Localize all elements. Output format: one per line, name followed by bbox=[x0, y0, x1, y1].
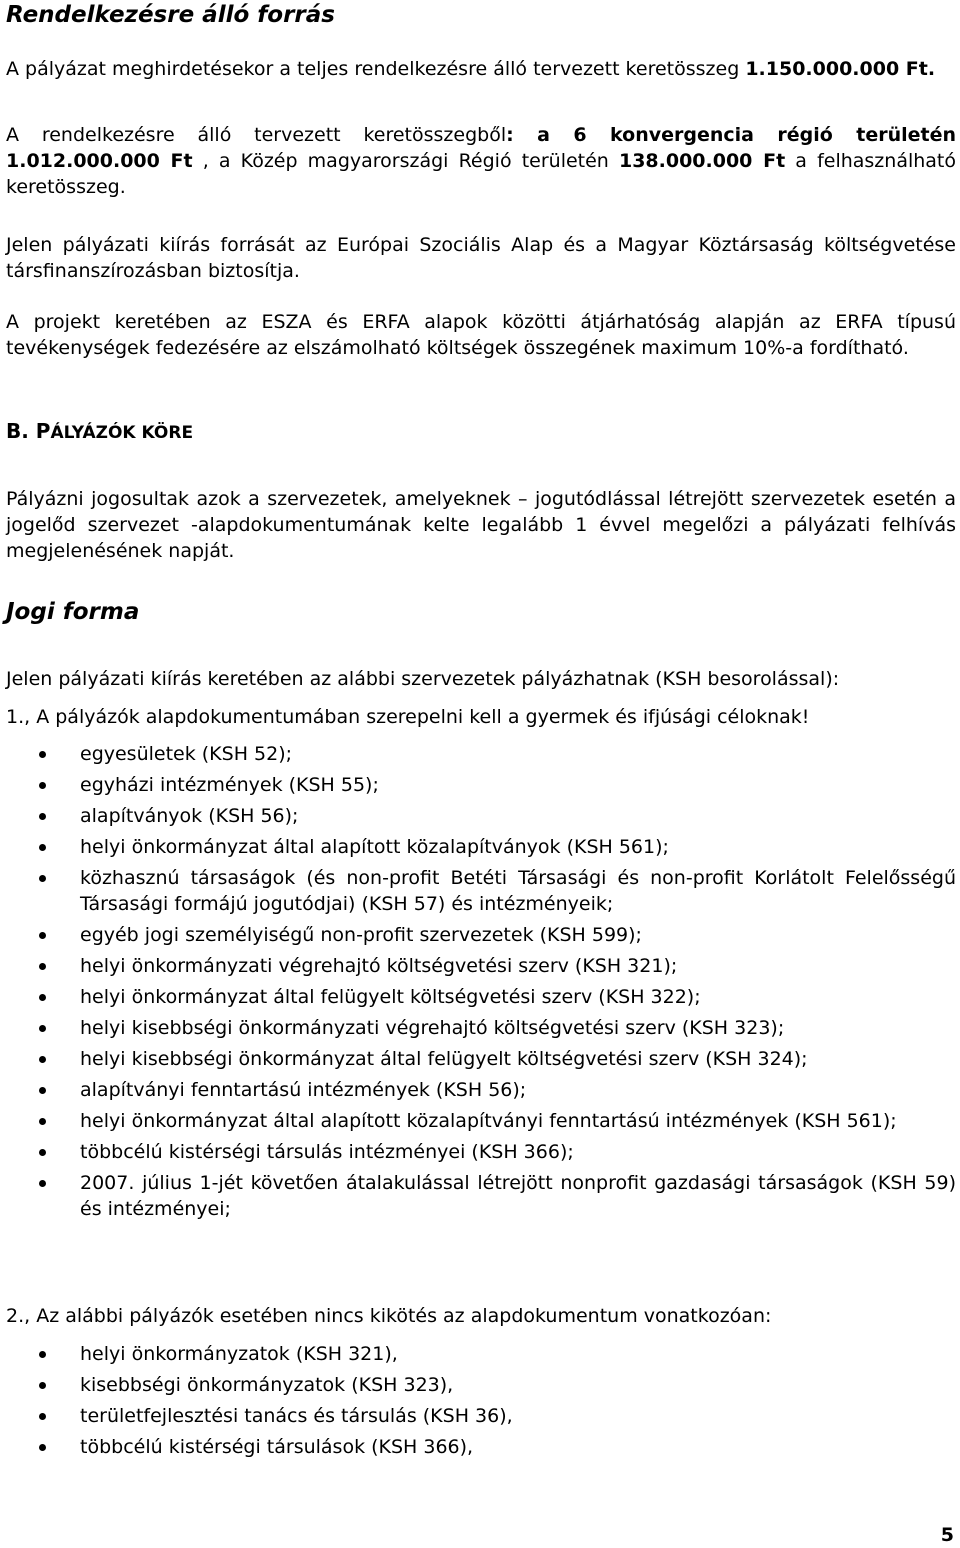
group2-title: 2., Az alábbi pályázók esetében nincs kikötés az alapdokumentum vonatkozóan: bbox=[6, 1305, 772, 1327]
list-item bbox=[6, 741, 956, 767]
paragraph-regional-budget bbox=[6, 122, 956, 200]
bullet-icon bbox=[39, 1180, 46, 1187]
section-title: Rendelkezésre álló forrás bbox=[6, 2, 335, 28]
paragraph-erfa: A projekt keretében az ESZA és ERFA alapok közötti átjárhatóság alapján az ERFA típusú tevékenységek fedezésére az elszámolható költségek összegének maximum 10%-a fordítható. bbox=[6, 311, 956, 359]
paragraph-text: , a Közép magyarországi Régió területén bbox=[192, 150, 619, 172]
list-item bbox=[6, 1108, 956, 1134]
list-item-text: helyi önkormányzat által alapított közalapítványok (KSH 561); bbox=[80, 836, 669, 858]
group2-list bbox=[6, 1341, 956, 1465]
list-item-text: többcélú kistérségi társulások (KSH 366), bbox=[80, 1436, 474, 1458]
paragraph-text: a felhasználható keretösszeg. bbox=[6, 150, 957, 198]
jogi-forma-heading: Jogi forma bbox=[6, 599, 140, 625]
list-item bbox=[6, 865, 956, 917]
list-item-text: alapítványi fenntartású intézmények (KSH 56); bbox=[80, 1079, 527, 1101]
bullet-icon bbox=[39, 994, 46, 1001]
list-item bbox=[6, 1341, 956, 1367]
list-item bbox=[6, 1077, 956, 1103]
list-item bbox=[6, 1170, 956, 1222]
bullet-icon bbox=[39, 932, 46, 939]
list-item bbox=[6, 1139, 956, 1165]
list-item-text: területfejlesztési tanács és társulás (KSH 36), bbox=[80, 1405, 513, 1427]
bullet-icon bbox=[39, 1025, 46, 1032]
list-item bbox=[6, 922, 956, 948]
bullet-icon bbox=[39, 844, 46, 851]
paragraph-text-bold: : a 6 konvergencia régió területén bbox=[506, 124, 956, 146]
paragraph-total-budget bbox=[6, 56, 956, 82]
list-item-text: egyesületek (KSH 52); bbox=[80, 743, 293, 765]
bullet-icon bbox=[39, 1351, 46, 1358]
list-item-text: helyi önkormányzat által alapított közalapítványi fenntartású intézmények (KSH 561); bbox=[80, 1110, 897, 1132]
bullet-icon bbox=[39, 1087, 46, 1094]
list-item-text: helyi kisebbségi önkormányzati végrehajtó költségvetési szerv (KSH 323); bbox=[80, 1017, 785, 1039]
bullet-icon bbox=[39, 963, 46, 970]
list-item-text: többcélú kistérségi társulás intézményei (KSH 366); bbox=[80, 1141, 574, 1163]
list-item bbox=[6, 1403, 956, 1429]
list-item-text: helyi önkormányzat által felügyelt költségvetési szerv (KSH 322); bbox=[80, 986, 701, 1008]
list-item bbox=[6, 1046, 956, 1072]
section-b-heading bbox=[6, 418, 193, 446]
list-item bbox=[6, 953, 956, 979]
section-b-rest: ÁLYÁZÓK KÖRE bbox=[50, 423, 194, 443]
bullet-icon bbox=[39, 1056, 46, 1063]
list-item bbox=[6, 1434, 956, 1460]
list-item-text: egyházi intézmények (KSH 55); bbox=[80, 774, 379, 796]
list-item-text: helyi kisebbségi önkormányzat által felügyelt költségvetési szerv (KSH 324); bbox=[80, 1048, 808, 1070]
bullet-icon bbox=[39, 1413, 46, 1420]
section-b-prefix: B. P bbox=[6, 419, 51, 443]
paragraph-text: A pályázat meghirdetésekor a teljes rendelkezésre álló tervezett keretösszeg bbox=[6, 58, 740, 80]
bullet-icon bbox=[39, 875, 46, 882]
list-item bbox=[6, 803, 956, 829]
paragraph-funding-source: Jelen pályázati kiírás forrását az Európai Szociális Alap és a Magyar Köztársaság költségvetése társfinanszírozásban biztosítja. bbox=[6, 234, 956, 282]
list-item bbox=[6, 834, 956, 860]
list-item bbox=[6, 984, 956, 1010]
page-number: 5 bbox=[940, 1524, 954, 1546]
group1-list bbox=[6, 741, 956, 1227]
list-item bbox=[6, 772, 956, 798]
list-item bbox=[6, 1372, 956, 1398]
convergence-amount: 1.012.000.000 Ft bbox=[6, 150, 193, 172]
central-region-amount: 138.000.000 Ft bbox=[618, 150, 786, 172]
bullet-icon bbox=[39, 1118, 46, 1125]
list-item-text: helyi önkormányzati végrehajtó költségvetési szerv (KSH 321); bbox=[80, 955, 678, 977]
group1-title: 1., A pályázók alapdokumentumában szerepelni kell a gyermek és ifjúsági céloknak! bbox=[6, 706, 810, 728]
list-item-text: alapítványok (KSH 56); bbox=[80, 805, 299, 827]
bullet-icon bbox=[39, 1444, 46, 1451]
list-item-text: közhasznú társaságok (és non-profit Betéti Társasági és non-profit Korlátolt Felelősségű Társasági formájú jogutódjai) (KSH 57) és intézményeik; bbox=[80, 867, 956, 915]
list-item-text: 2007. július 1-jét követően átalakulással létrejött nonprofit gazdasági társaságok (KSH 59) és intézményei; bbox=[80, 1172, 956, 1220]
paragraph-legal-forms: Jelen pályázati kiírás keretében az alábbi szervezetek pályázhatnak (KSH besorolással): bbox=[6, 668, 840, 690]
list-item-text: egyéb jogi személyiségű non-profit szervezetek (KSH 599); bbox=[80, 924, 642, 946]
list-item-text: kisebbségi önkormányzatok (KSH 323), bbox=[80, 1374, 454, 1396]
total-amount: 1.150.000.000 Ft. bbox=[745, 58, 936, 80]
list-item bbox=[6, 1015, 956, 1041]
bullet-icon bbox=[39, 813, 46, 820]
bullet-icon bbox=[39, 751, 46, 758]
paragraph-eligibility: Pályázni jogosultak azok a szervezetek, amelyeknek – jogutódlással létrejött szervezetek esetén a jogelőd szervezet -alapdokumentumának kelte legalább 1 évvel megelőzi a pályázati felhívás megjelenésének napját. bbox=[6, 488, 956, 562]
bullet-icon bbox=[39, 782, 46, 789]
list-item-text: helyi önkormányzatok (KSH 321), bbox=[80, 1343, 398, 1365]
paragraph-text: A rendelkezésre álló tervezett keretösszegből bbox=[6, 124, 507, 146]
bullet-icon bbox=[39, 1382, 46, 1389]
bullet-icon bbox=[39, 1149, 46, 1156]
